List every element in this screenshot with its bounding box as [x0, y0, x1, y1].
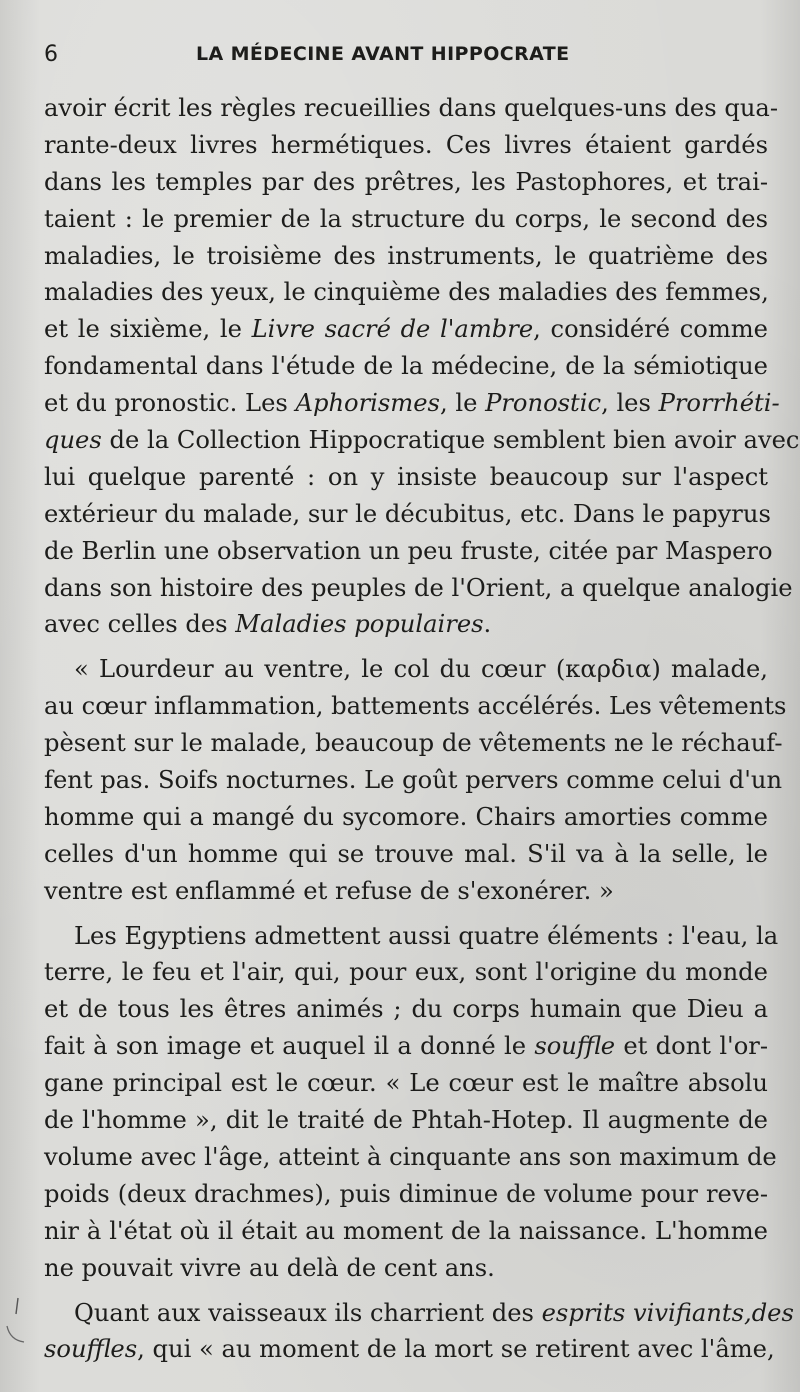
text-line: [44, 201, 768, 238]
paragraph-gap: [44, 910, 768, 918]
text-line: [44, 348, 768, 385]
text-line: [44, 1176, 768, 1213]
text-run: et dont l'or-: [615, 1032, 768, 1061]
text-run: , considéré comme: [533, 315, 768, 344]
text-line: [44, 954, 768, 991]
italic-text: Aphorismes: [295, 389, 440, 418]
italic-text: Prorrhéti-: [658, 389, 780, 418]
text-run: et de tous les êtres animés ; du corps humain que Dieu a: [44, 995, 768, 1024]
text-run: .: [483, 610, 492, 639]
text-run: fondamental dans l'étude de la médecine, de la sémiotique: [44, 352, 768, 381]
text-line: [44, 873, 768, 910]
italic-text: Livre sacré de l'ambre: [251, 315, 534, 344]
text-line: [44, 496, 771, 533]
text-line: [44, 762, 783, 799]
text-run: de Berlin une observation un peu fruste, citée par Maspero: [44, 536, 773, 565]
italic-text: Pronostic: [485, 389, 602, 418]
paragraph-gap: [44, 643, 768, 651]
page-header: [44, 42, 764, 74]
text-line: [44, 385, 780, 422]
text-run: taient : le premier de la structure du corps, le second des: [44, 204, 768, 233]
text-run: homme qui a mangé du sycomore. Chairs amorties comme: [44, 802, 768, 831]
text-line: [44, 311, 768, 348]
text-line: [44, 274, 768, 311]
text-run: et le sixième, le: [44, 315, 252, 344]
text-line: [44, 1331, 775, 1368]
paragraph: [44, 1295, 794, 1369]
text-run: celles d'un homme qui se trouve mal. S'il va à la selle, le: [44, 839, 768, 868]
text-run: fait à son image et auquel il a donné le: [44, 1032, 535, 1061]
text-line: [44, 606, 768, 643]
text-run: rante-deux livres hermétiques. Ces livres étaient gardés: [44, 130, 768, 159]
text-run: Quant aux vaisseaux ils charrient des: [74, 1298, 542, 1327]
text-line: [44, 127, 768, 164]
text-run: maladies des yeux, le cinquième des maladies des femmes,: [44, 278, 769, 307]
text-run: ne pouvait vivre au delà de cent ans.: [44, 1253, 495, 1282]
running-head: LA MÉDECINE AVANT HIPPOCRATE: [196, 43, 570, 65]
text-run: dans son histoire des peuples de l'Orient, a quelque analogie: [44, 573, 793, 602]
page-number: 6: [44, 42, 58, 67]
text-line: [44, 918, 779, 955]
text-run: , qui « au moment de la mort se retirent avec l'âme,: [137, 1335, 775, 1364]
text-line: [44, 570, 793, 607]
italic-text: ques: [44, 426, 102, 455]
text-run: nir à l'état où il était au moment de la naissance. L'homme: [44, 1216, 768, 1245]
paragraph: [44, 651, 787, 909]
text-run: terre, le feu et l'air, qui, pour eux, sont l'origine du monde: [44, 958, 768, 987]
text-run: de la Collection Hippocratique semblent bien avoir avec: [101, 426, 800, 455]
text-run: « Lourdeur au ventre, le col du cœur (καρδια) malade,: [74, 655, 768, 684]
text-line: [44, 991, 768, 1028]
text-line: [44, 164, 768, 201]
italic-text: esprits vivifiants,des: [541, 1298, 794, 1327]
text-run: volume avec l'âge, atteint à cinquante ans son maximum de: [44, 1142, 777, 1171]
text-line: [44, 799, 768, 836]
text-line: [44, 90, 778, 127]
text-line: [44, 422, 800, 459]
text-line: [44, 533, 773, 570]
text-line: [44, 1250, 768, 1287]
paragraph: [44, 90, 800, 643]
text-run: au cœur inflammation, battements accélérés. Les vêtements: [44, 692, 787, 721]
text-line: [44, 836, 768, 873]
text-run: et du pronostic. Les: [44, 389, 296, 418]
text-run: Les Egyptiens admettent aussi quatre éléments : l'eau, la: [74, 921, 779, 950]
text-line: [44, 238, 768, 275]
text-run: pèsent sur le malade, beaucoup de vêtements ne le réchauf-: [44, 729, 783, 758]
text-line: [44, 1065, 768, 1102]
text-line: [44, 1213, 768, 1250]
text-run: gane principal est le cœur. « Le cœur est le maître absolu: [44, 1069, 768, 1098]
text-run: de l'homme », dit le traité de Phtah-Hotep. Il augmente de: [44, 1106, 768, 1135]
text-run: , les: [601, 389, 659, 418]
text-run: lui quelque parenté : on y insiste beaucoup sur l'aspect: [44, 462, 768, 491]
italic-text: souffle: [534, 1032, 616, 1061]
text-run: extérieur du malade, sur le décubitus, etc. Dans le papyrus: [44, 499, 771, 528]
paragraph-gap: [44, 1287, 768, 1295]
text-line: [44, 459, 768, 496]
text-line: [44, 688, 787, 725]
body-text: [44, 90, 800, 1368]
margin-pencil-mark: [4, 1296, 26, 1348]
paragraph: [44, 918, 779, 1287]
text-run: , le: [439, 389, 486, 418]
text-line: [44, 1102, 768, 1139]
text-line: [44, 725, 783, 762]
italic-text: souffles: [44, 1335, 138, 1364]
text-run: fent pas. Soifs nocturnes. Le goût pervers comme celui d'un: [44, 766, 783, 795]
text-line: [44, 1139, 777, 1176]
text-line: [44, 1295, 794, 1332]
text-run: maladies, le troisième des instruments, le quatrième des: [44, 241, 768, 270]
text-run: avec celles des: [44, 610, 236, 639]
text-line: [44, 651, 768, 688]
text-run: avoir écrit les règles recueillies dans quelques-uns des qua-: [44, 94, 778, 122]
text-run: dans les temples par des prêtres, les Pastophores, et trai-: [44, 167, 768, 196]
text-run: ventre est enflammé et refuse de s'exonérer. »: [44, 876, 614, 905]
italic-text: Maladies populaires: [235, 610, 484, 639]
text-line: [44, 1028, 768, 1065]
text-run: poids (deux drachmes), puis diminue de volume pour reve-: [44, 1179, 768, 1208]
